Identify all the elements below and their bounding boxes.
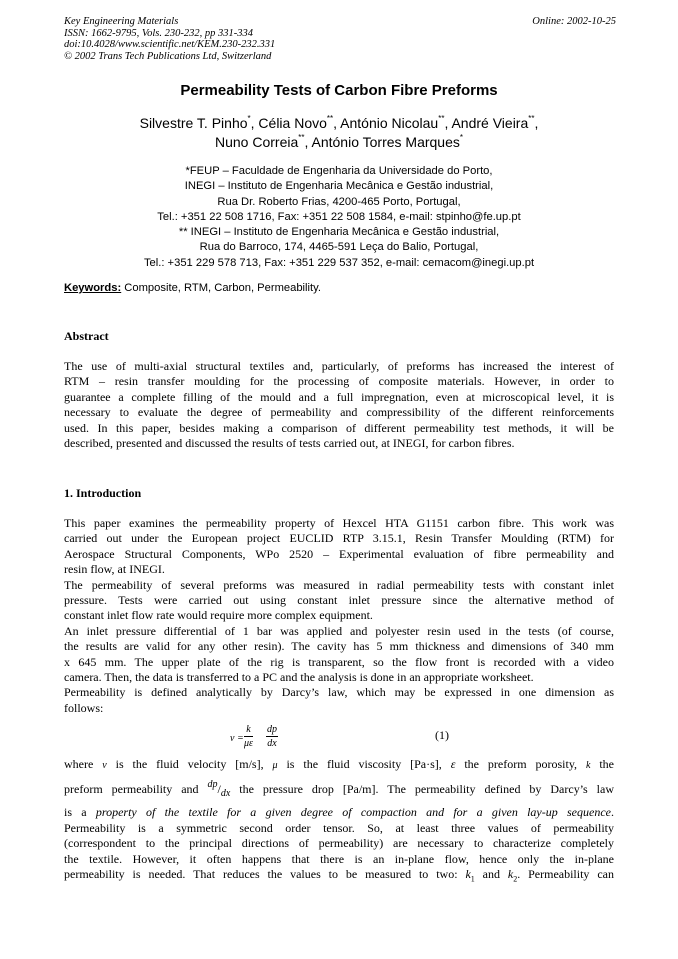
text-line: necessary to evaluate the degree of permeability and compressibility of the different reinforcements [64, 405, 614, 420]
text-line: The permeability of several preforms was measured in radial permeability tests with constant inlet [64, 577, 614, 592]
text-line: is a property of the textile for a given degree of compaction and for a given lay-up sequence. [64, 805, 614, 820]
text-line: (correspondent to the principal directions of permeability) are necessary to characterize completely [64, 836, 614, 851]
issn-line: ISSN: 1662-9795, Vols. 230-232, pp 331-334 [64, 27, 253, 39]
text-line: An inlet pressure differential of 1 bar was applied and polyester resin used in the tests (of course, [64, 623, 614, 638]
author: Nuno Correia [214, 134, 299, 150]
intro-body [64, 516, 614, 716]
journal-name: Key Engineering Materials [64, 16, 179, 27]
text-line: preform permeability and $^{dp}/_{dx}$ the pressure drop [Pa/m]. The permeability defined by Darcy’s law [64, 779, 615, 800]
affiliation-line: Rua do Barroco, 174, 4465-591 Leça do Balio, Portugal, [199, 241, 479, 254]
online-date: Online: 2002-10-25 [532, 16, 616, 27]
text-line: x 645 mm. The upper plate of the rig is transparent, so the flow front is recorded with a video [64, 654, 614, 669]
text-line: pressure. Tests were carried out using constant inlet pressure since the alternative method of [64, 593, 614, 608]
affiliation-line: INEGI – Instituto de Engenharia Mecânica e Gestão industrial, [184, 180, 494, 193]
keywords [64, 282, 321, 294]
text-line: constant inlet flow rate would require more complex equipment. [64, 608, 373, 623]
paper-title: Permeability Tests of Carbon Fibre Preforms [180, 82, 498, 99]
author: Célia Novo [258, 115, 327, 131]
text-line: guarantee a complete filling of the mould and a full impregnation, even at microscopical level, it is [64, 389, 614, 404]
equation-darcy: v = $\frac{k}{\mu\varepsilon}$ $\frac{dp}{dx}$ [230, 724, 277, 749]
author-list: Silvestre T. Pinho*, Célia Novo**, António Nicolau**, André Vieira**, Nuno Correia**, António Torres Marques* [139, 114, 539, 150]
text-line: permeability is needed. That reduces the values to be measured to two: $k_1$ and $k_2$. Permeability can [64, 867, 614, 884]
text-line: This paper examines the permeability property of Hexcel HTA G1151 carbon fibre. This work was [64, 516, 614, 530]
text-line: follows: [64, 700, 104, 715]
author: António Nicolau [340, 115, 439, 131]
author: André Vieira [451, 115, 529, 131]
text-line: used. In this paper, besides making a comparison of different permeability test methods, it will be [64, 420, 614, 435]
journal-header [64, 16, 616, 62]
author: António Torres Marques [311, 134, 460, 150]
text-line: the textile. However, it often happens that there is an in-plane flow, hence only the in-plane [64, 851, 614, 866]
author: Silvestre T. Pinho [139, 115, 248, 131]
copyright-line: © 2002 Trans Tech Publications Ltd, Switzerland [64, 50, 272, 62]
text-line: the results are valid for any other resin). The cavity has 5 mm thickness and dimensions of 340 mm [64, 639, 614, 654]
text-line: resin flow, at INEGI. [64, 562, 165, 577]
doi-line: doi:10.4028/www.scientific.net/KEM.230-232.331 [64, 39, 276, 50]
section-heading: 1. Introduction [64, 486, 142, 500]
affiliation-line: ** INEGI – Instituto de Engenharia Mecânica e Gestão industrial, [178, 226, 500, 239]
text-line: camera. Then, the data is transferred to a PC and the analysis is done in an appropriate worksheet. [64, 670, 534, 685]
affiliation-line: Rua Dr. Roberto Frias, 4200-465 Porto, Portugal, [217, 195, 461, 208]
text-line: Permeability is defined analytically by Darcy’s law, which may be expressed in one dimension as [64, 685, 614, 700]
text-line: The use of multi-axial structural textiles and, particularly, of preforms has increased the interest of [64, 359, 614, 373]
abstract-heading: Abstract [64, 329, 109, 343]
affiliation-line: *FEUP – Faculdade de Engenharia da Universidade do Porto, [185, 165, 493, 177]
affiliation-line: Tel.: +351 22 508 1716, Fax: +351 22 508 1584, e-mail: stpinho@fe.up.pt [157, 210, 521, 223]
text-line: where v is the fluid velocity [m/s], μ is the fluid viscosity [Pa·s], ε the preform porosity, k the [64, 757, 614, 771]
text-line: RTM – resin transfer moulding for the processing of composite materials. However, in order to [64, 374, 614, 389]
text-line: Aerospace Structural Components, WPo 2520 – Experimental evaluation of fibre permeability and [64, 546, 614, 561]
keywords-text: Composite, RTM, Carbon, Permeability. [121, 282, 321, 294]
text-line: carried out under the European project EUCLID RTP 3.15.1, Resin Transfer Moulding (RTM) for [64, 531, 614, 546]
abstract-body [64, 359, 614, 451]
text-line: described, presented and discussed the results of tests carried out, at INEGI, for carbon fibres. [64, 436, 515, 451]
keywords-label: Keywords: [64, 282, 122, 294]
affiliation-line: Tel.: +351 229 578 713, Fax: +351 229 537 352, e-mail: cemacom@inegi.up.pt [143, 256, 535, 269]
affiliations [0, 164, 678, 271]
equation-number: (1) [435, 728, 449, 742]
intro-body-continued [64, 757, 614, 887]
text-line: Permeability is a symmetric second order tensor. So, at least three values of permeability [64, 820, 614, 835]
